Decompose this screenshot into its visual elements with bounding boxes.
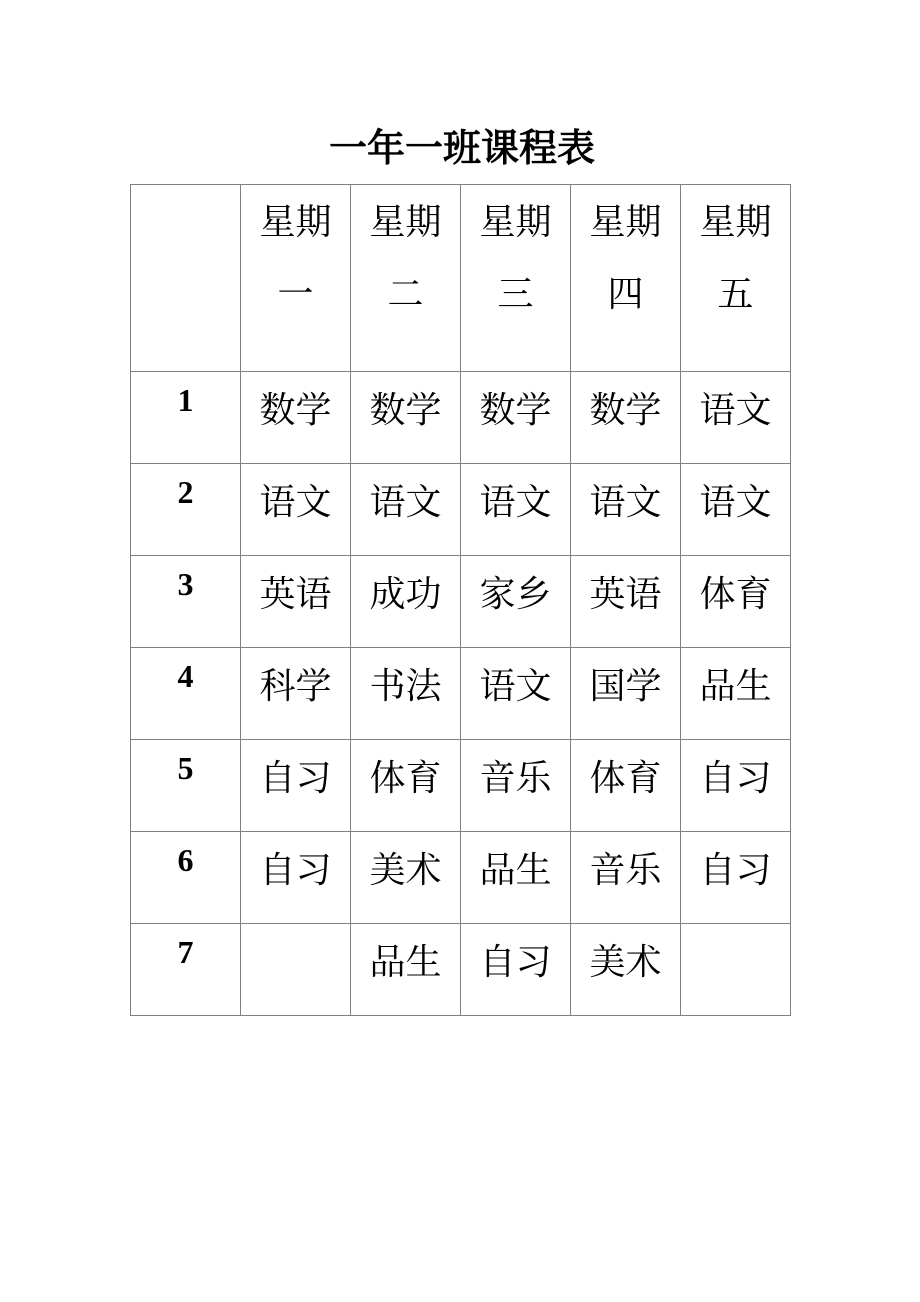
period-number: 7 <box>131 924 241 1016</box>
table-row <box>131 740 791 832</box>
day-header-line1: 星期 <box>259 202 332 243</box>
course-cell: 品生 <box>351 924 461 1016</box>
course-cell: 品生 <box>461 832 571 924</box>
course-cell: 美术 <box>571 924 681 1016</box>
course-cell: 自习 <box>241 740 351 832</box>
day-header-thursday <box>571 185 681 372</box>
day-header-line2: 二 <box>387 274 424 315</box>
period-number: 4 <box>131 648 241 740</box>
day-header-line2: 三 <box>497 274 534 315</box>
course-cell: 语文 <box>571 464 681 556</box>
table-row <box>131 648 791 740</box>
schedule-table <box>130 184 791 1016</box>
course-cell: 体育 <box>681 556 791 648</box>
course-cell: 自习 <box>461 924 571 1016</box>
course-cell: 英语 <box>241 556 351 648</box>
course-cell: 数学 <box>351 372 461 464</box>
day-header-monday <box>241 185 351 372</box>
course-cell: 书法 <box>351 648 461 740</box>
course-cell: 自习 <box>681 740 791 832</box>
period-number: 1 <box>131 372 241 464</box>
day-header-line1: 星期 <box>479 202 552 243</box>
course-cell: 体育 <box>571 740 681 832</box>
day-header-friday <box>681 185 791 372</box>
course-cell: 自习 <box>241 832 351 924</box>
course-cell: 语文 <box>681 464 791 556</box>
course-cell: 成功 <box>351 556 461 648</box>
course-cell: 语文 <box>241 464 351 556</box>
period-number: 2 <box>131 464 241 556</box>
course-cell: 家乡 <box>461 556 571 648</box>
course-cell: 语文 <box>681 372 791 464</box>
table-row <box>131 832 791 924</box>
period-number: 6 <box>131 832 241 924</box>
day-header-line2: 四 <box>607 274 644 315</box>
day-header-line2: 一 <box>277 274 314 315</box>
day-header-line1: 星期 <box>699 202 772 243</box>
course-cell: 国学 <box>571 648 681 740</box>
day-header-line2: 五 <box>717 274 754 315</box>
course-cell: 音乐 <box>571 832 681 924</box>
course-cell: 音乐 <box>461 740 571 832</box>
course-cell: 语文 <box>461 648 571 740</box>
day-header-wednesday <box>461 185 571 372</box>
table-row <box>131 924 791 1016</box>
course-cell: 语文 <box>351 464 461 556</box>
page-title: 一年一班课程表 <box>328 125 595 170</box>
course-cell: 数学 <box>461 372 571 464</box>
period-number: 3 <box>131 556 241 648</box>
course-cell: 数学 <box>571 372 681 464</box>
course-cell <box>241 924 351 1016</box>
course-cell: 品生 <box>681 648 791 740</box>
course-cell: 语文 <box>461 464 571 556</box>
day-header-line1: 星期 <box>369 202 442 243</box>
header-row <box>131 185 791 372</box>
corner-cell <box>131 185 241 372</box>
course-cell: 体育 <box>351 740 461 832</box>
course-cell: 英语 <box>571 556 681 648</box>
table-row <box>131 464 791 556</box>
course-cell: 自习 <box>681 832 791 924</box>
course-cell <box>681 924 791 1016</box>
table-row <box>131 556 791 648</box>
period-number: 5 <box>131 740 241 832</box>
course-cell: 科学 <box>241 648 351 740</box>
table-row <box>131 372 791 464</box>
day-header-line1: 星期 <box>589 202 662 243</box>
course-cell: 数学 <box>241 372 351 464</box>
day-header-tuesday <box>351 185 461 372</box>
course-cell: 美术 <box>351 832 461 924</box>
